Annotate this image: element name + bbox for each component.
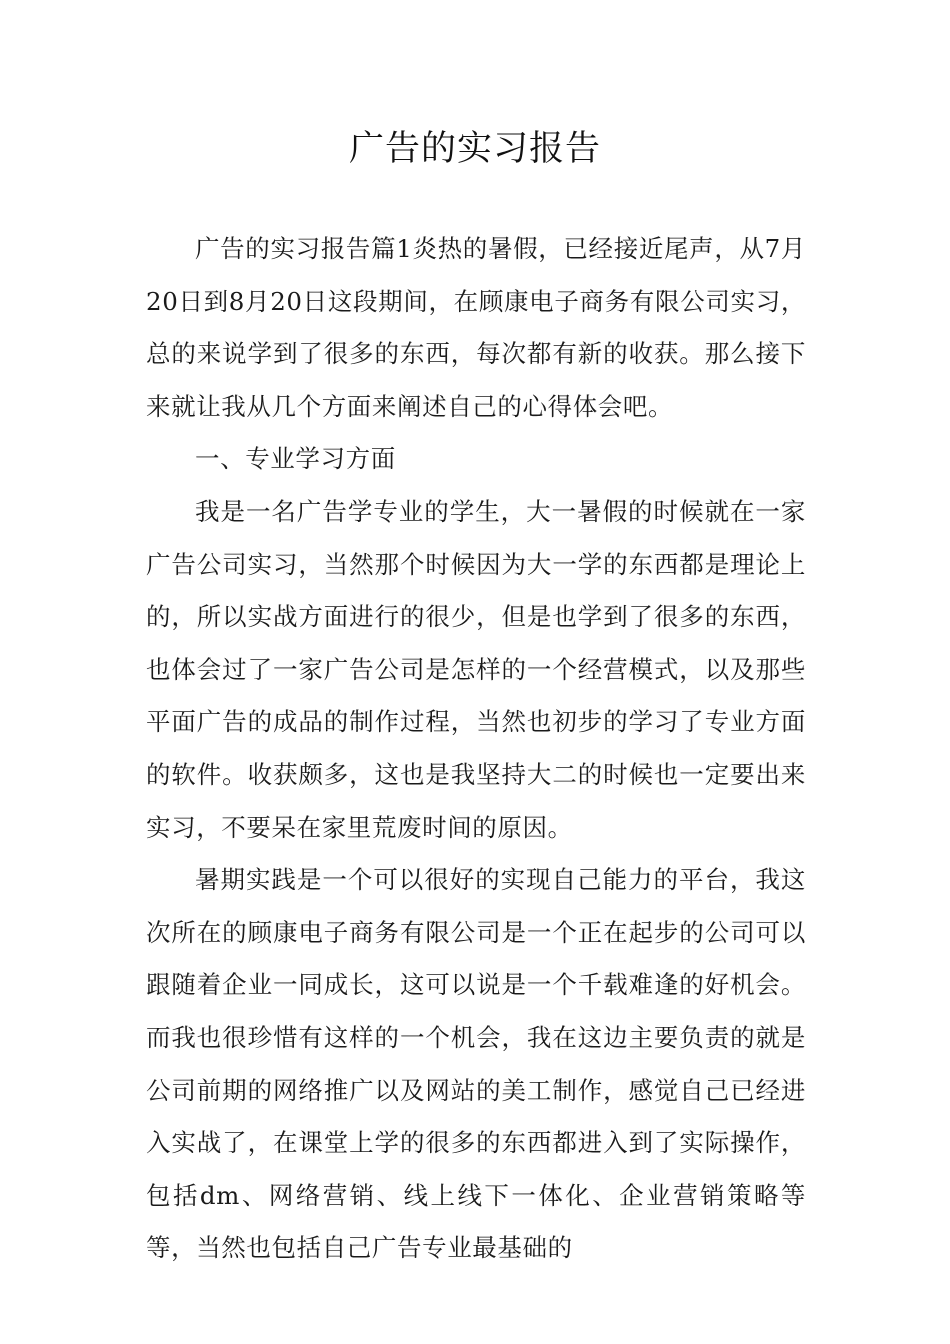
paragraph: 广告的实习报告篇1炎热的暑假，已经接近尾声，从7月20日到8月20日这段期间，在顾康电子商务有限公司实习，总的来说学到了很多的东西，每次都有新的收获。那么接下来就让我从几个方面来阐述自己的心得体会吧。 <box>146 234 806 421</box>
paragraph: 暑期实践是一个可以很好的实现自己能力的平台，我这次所在的顾康电子商务有限公司是一个正在起步的公司可以跟随着企业一同成长，这可以说是一个千载难逢的好机会。而我也很珍惜有这样的一个机会，我在这边主要负责的就是公司前期的网络推广以及网站的美工制作，感觉自己已经进入实战了，在课堂上学的很多的东西都进入到了实际操作，包括dm、网络营销、线上线下一体化、企业营销策略等等，当然也包括自己广告专业最基础的 <box>146 865 806 1263</box>
paragraph: 我是一名广告学专业的学生，大一暑假的时候就在一家广告公司实习，当然那个时候因为大一学的东西都是理论上的，所以实战方面进行的很少，但是也学到了很多的东西，也体会过了一家广告公司是怎样的一个经营模式，以及那些平面广告的成品的制作过程，当然也初步的学习了专业方面的软件。收获颇多，这也是我坚持大二的时候也一定要出来实习，不要呆在家里荒废时间的原因。 <box>146 496 806 842</box>
document-body <box>146 223 806 1275</box>
section-heading: 一、专业学习方面 <box>195 444 396 474</box>
document-title: 广告的实习报告 <box>348 129 601 169</box>
